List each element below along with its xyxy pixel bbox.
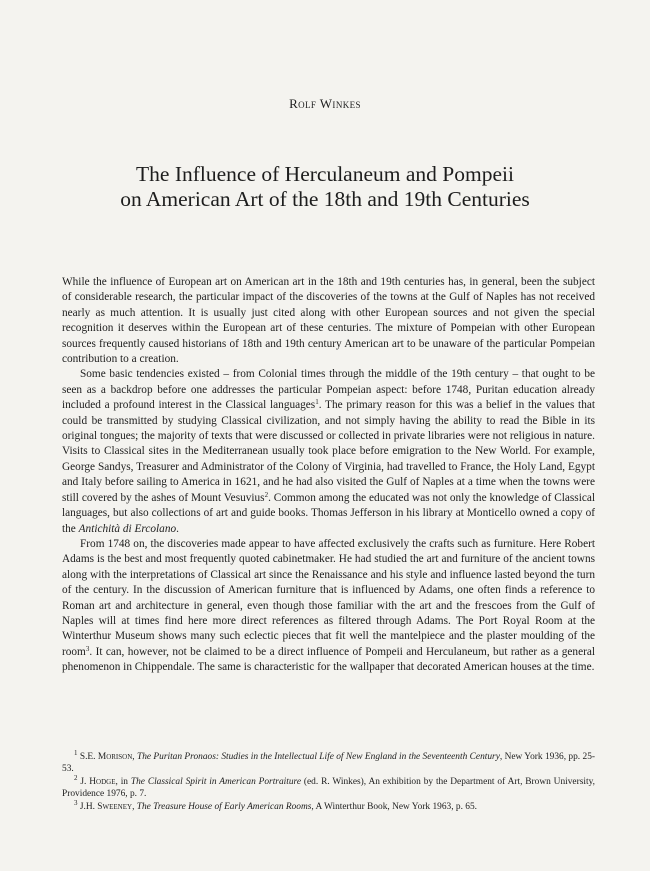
footnote-ref-3[interactable]: 3 bbox=[85, 644, 90, 653]
footnote-1-rest: , New York 1936, pp. 25-53. bbox=[62, 752, 596, 775]
article-body bbox=[62, 275, 595, 676]
paragraph-3-part-b: . It can, however, not be claimed to be a direct influence of Pompeii and Herculaneum, but rather as a general phenomenon in Chippendale. The same is characteristic for the wallpaper that decorated American houses at the time. bbox=[62, 645, 595, 674]
footnote-3-number: 3 bbox=[74, 798, 78, 807]
footnote-ref-2[interactable]: 2 bbox=[264, 490, 269, 499]
paragraph-3 bbox=[62, 537, 595, 676]
author-name: Rolf Winkes bbox=[289, 96, 361, 111]
title-line-1: The Influence of Herculaneum and Pompeii bbox=[136, 162, 514, 187]
footnote-1-sep: , bbox=[132, 752, 137, 762]
paragraph-2 bbox=[62, 367, 595, 536]
footnote-2-work: The Classical Spirit in American Portraiture bbox=[130, 776, 301, 787]
footnote-2-number: 2 bbox=[74, 773, 78, 782]
footnote-1 bbox=[62, 751, 595, 776]
paragraph-2-part-b: . The primary reason for this was a belief in the values that could be transmitted by studying Classical civilization, and not simply having the ability to read the Bible in its original tongues; the majority of texts that were discussed or collected in private libraries were not religious in nature. Visits to Classical sites in the Mediterranean usually took place before emigration to the New World. For example, George Sandys, Treasurer and Administrator of the Colony of Virginia, had travelled to France, the Holy Land, Egypt and Italy before sailing to America in 1621, and he had also visited the Gulf of Naples at a time when the towns were still covered by the ashes of Mount Vesuvius bbox=[62, 399, 595, 504]
footnote-1-work: The Puritan Pronaos: Studies in the Intellectual Life of New England in the Seventeenth Century bbox=[136, 752, 500, 762]
footnote-2 bbox=[62, 773, 595, 801]
paragraph-2-part-e: . bbox=[176, 522, 179, 535]
footnote-2-author: J. Hodge bbox=[80, 776, 116, 787]
paragraph-3-part-a: From 1748 on, the discoveries made appear to have affected exclusively the crafts such as furniture. Here Robert Adams is the best and most frequently quoted cabinetmaker. He had studied the art and furniture of the ancient towns along with the interpretations of Classical art since the Renaissance and his style and influence lasted beyond the turn of the century. In the discussion of American furniture that is influenced by Adams, one often finds a reference to Roman art and architecture in general, even though those familiar with the art and the frescoes from the Gulf of Naples will at times find here more direct references as filtered through Adams. The Port Royal Room at the Winterthur Museum shows many such eclectic pieces that fit well the mantelpiece and the plaster moulding of the room bbox=[62, 537, 595, 658]
footnote-3 bbox=[62, 798, 595, 813]
title-line-2: on American Art of the 18th and 19th Centuries bbox=[120, 187, 530, 212]
footnote-1-number: 1 bbox=[74, 749, 78, 757]
article-title bbox=[60, 162, 590, 212]
footnote-3-rest: , A Winterthur Book, New York 1963, p. 65. bbox=[311, 801, 477, 812]
footnotes bbox=[62, 751, 595, 813]
footnote-2-pre: , in bbox=[115, 776, 131, 787]
book-title-antichita: Antichità di Ercolano bbox=[78, 522, 177, 535]
footnote-1-author: S.E. Morison bbox=[79, 752, 133, 762]
footnote-3-work: The Treasure House of Early American Rooms bbox=[136, 801, 312, 812]
footnote-3-sep: , bbox=[132, 801, 137, 812]
paragraph-1: While the influence of European art on American art in the 18th and 19th centuries has, in general, been the subject of considerable research, the particular impact of the discoveries of the towns at the Gulf of Naples has not received nearly as much attention. It is usually just cited along with other European sources and not given the special recognition it deserves within the European art of these centuries. The mixture of Pompeian with other European sources frequently caused historians of 18th and 19th century American art to be unaware of the particular Pompeian contribution to a creation. bbox=[62, 276, 595, 366]
footnote-ref-1[interactable]: 1 bbox=[315, 398, 319, 407]
footnote-2-rest: (ed. R. Winkes), An exhibition by the Department of Art, Brown University, Providence 1976, p. 7. bbox=[62, 776, 595, 800]
footnote-3-author: J.H. Sweeney bbox=[79, 801, 133, 812]
paragraph-2-part-c: . Common among the educated was not only the knowledge of Classical languages, but also collections of art and guide books. Thomas Jefferson in his library at Monticello owned a copy of the bbox=[62, 491, 595, 535]
paragraph-2-part-a: Some basic tendencies existed – from Colonial times through the middle of the 19th century – that ought to be seen as a backdrop before one addresses the particular Pompeian aspect: before 1748, Puritan education already included a profound interest in the Classical languages bbox=[62, 368, 595, 412]
